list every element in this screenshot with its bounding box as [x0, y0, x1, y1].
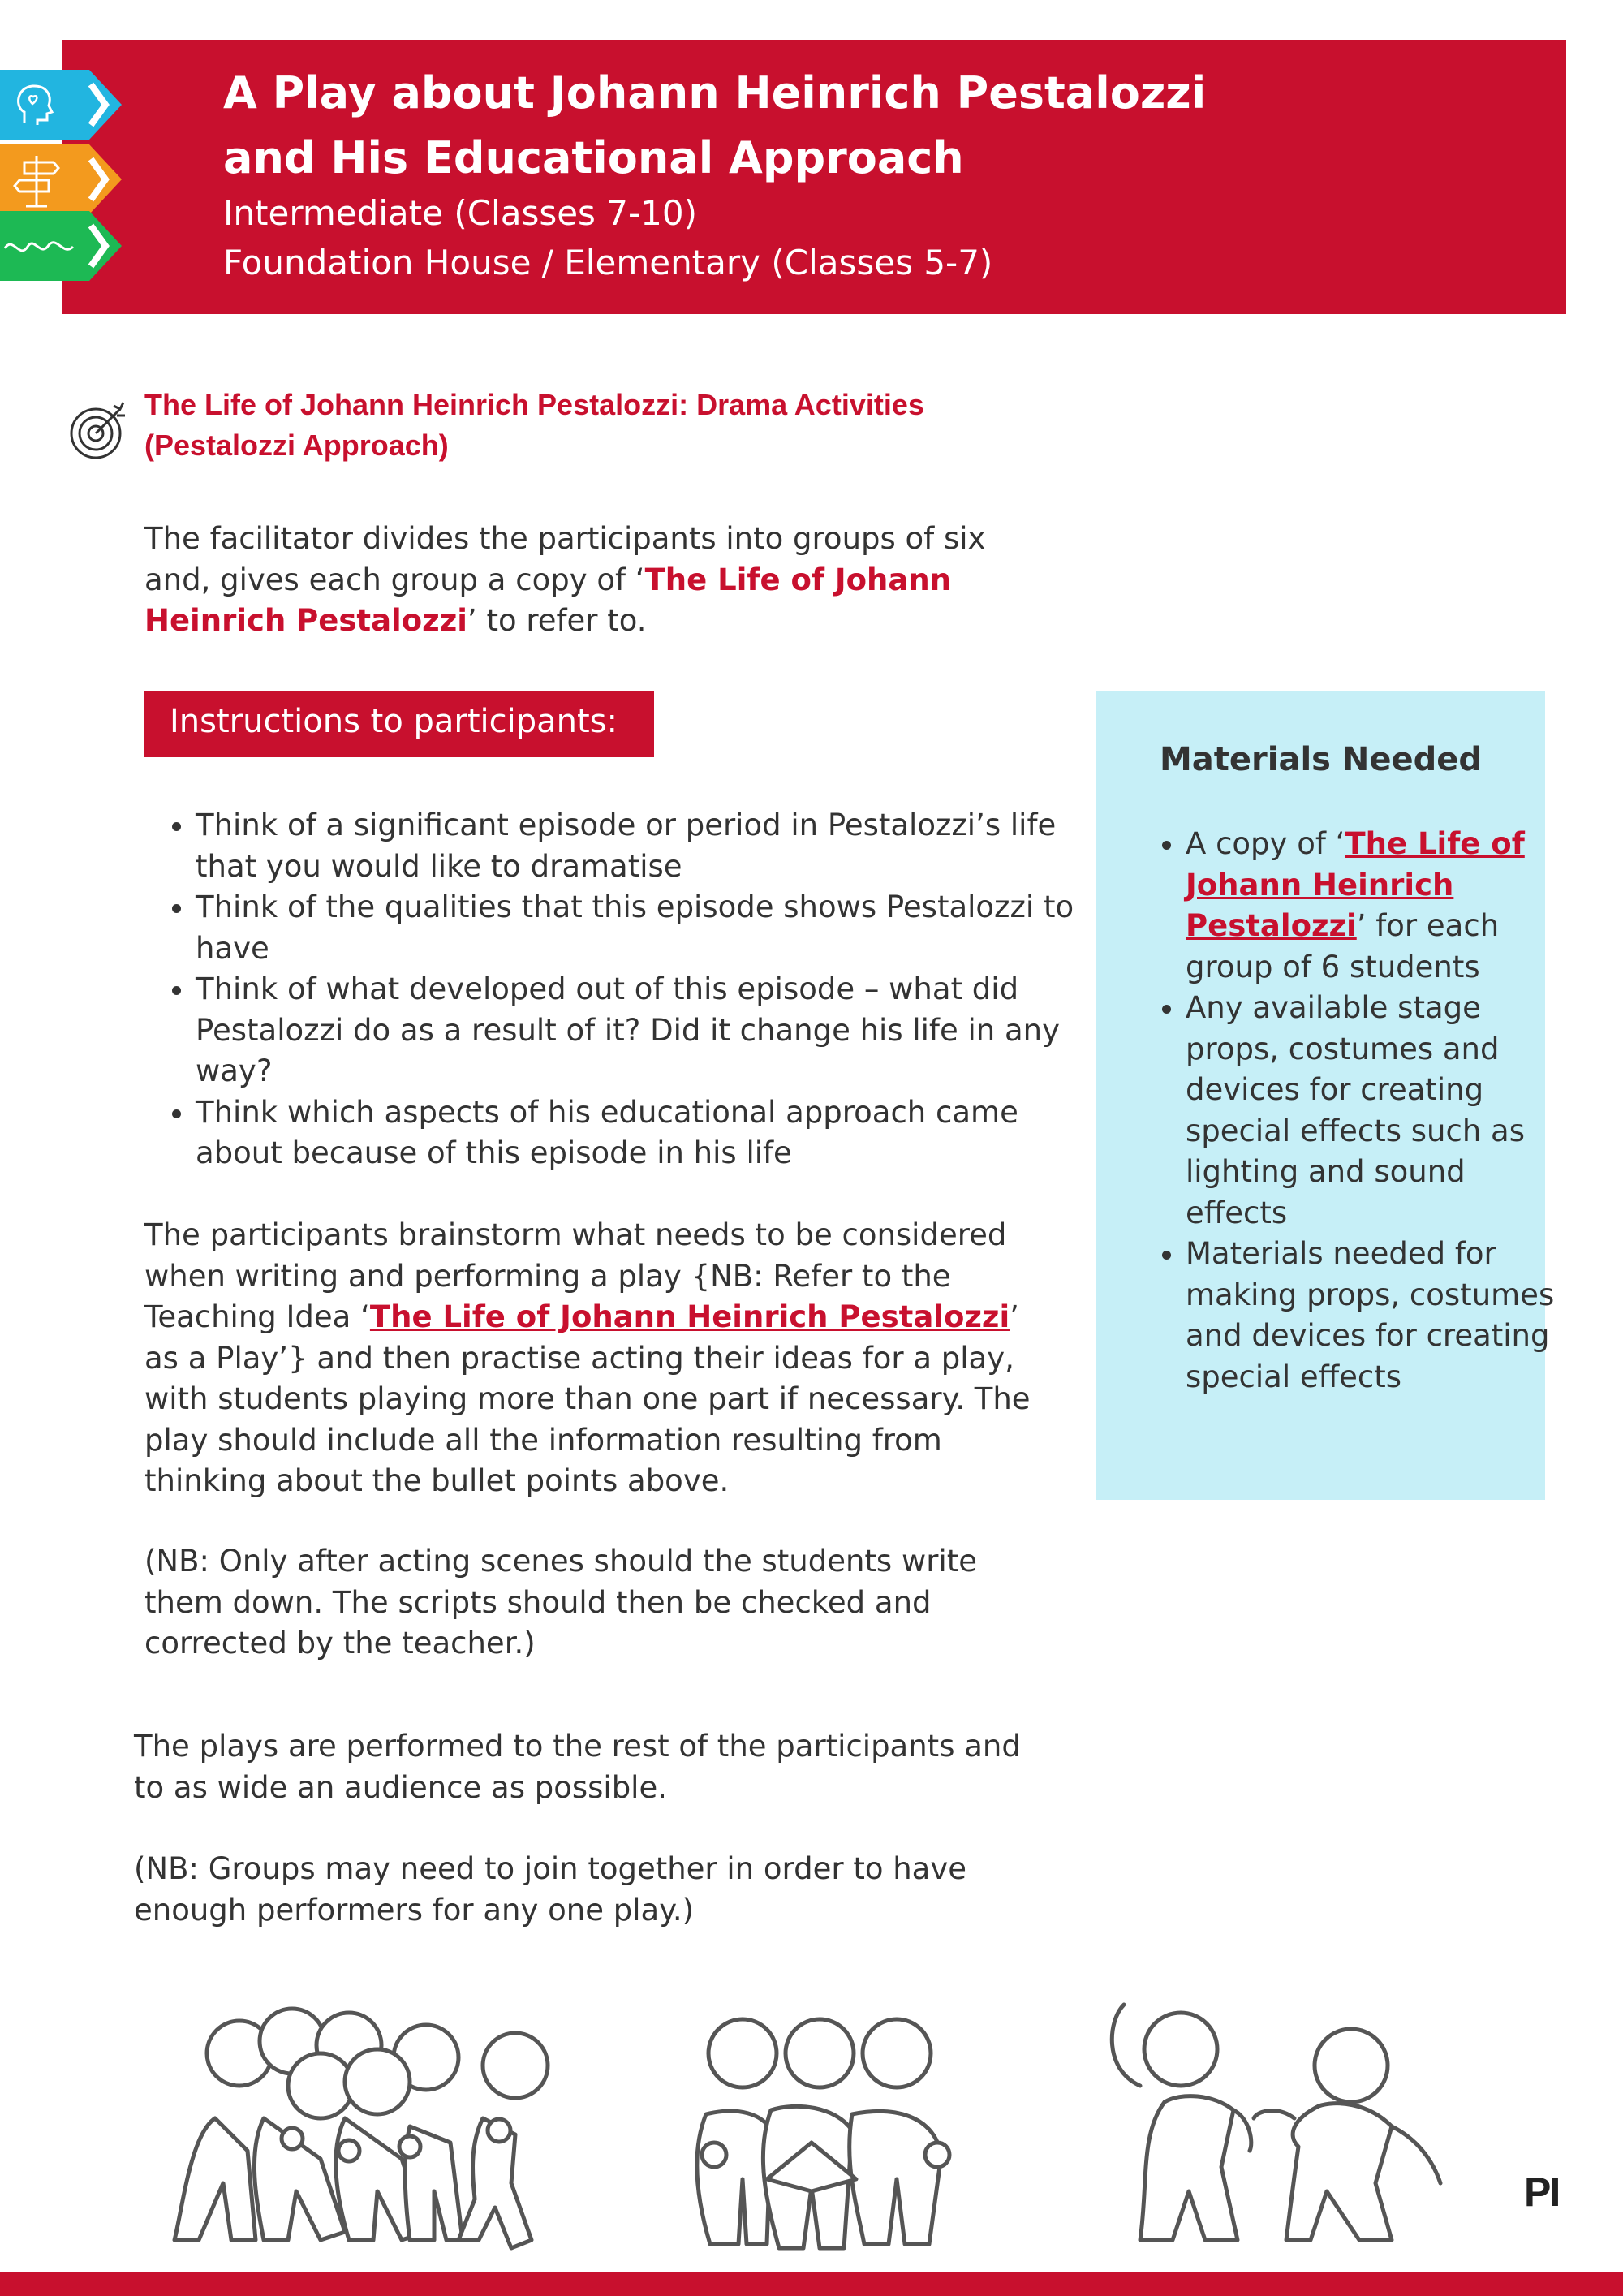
materials-book-link[interactable]: The Life of Johann Heinrich Pestalozzi — [1186, 826, 1525, 943]
intro-paragraph — [144, 519, 1025, 642]
brainstorm-paragraph — [144, 1215, 1037, 1502]
script-note: (NB: Only after acting scenes should the students write them down. The scripts should then be checked and corrected by the teacher.) — [144, 1544, 977, 1661]
target-arrow-icon — [68, 399, 128, 463]
list-item: • Think of a significant episode or period in Pestalozzi’s life that you would like to dramatise — [196, 805, 1083, 887]
dancing-figures-illustration — [1091, 1997, 1473, 2256]
materials-item-text: A copy of ‘ — [1186, 826, 1345, 861]
brainstorm-text-end: ’ as a Play’} and then practise acting their ideas for a play, with students playing more than one part if necessary. The play should include all the information resulting from thinking about the bullet points above. — [144, 1299, 1031, 1498]
footer-bar — [0, 2272, 1623, 2296]
logo-letters: PI — [1524, 2169, 1560, 2215]
intro-book-title: The Life of Johann Heinrich Pestalozzi — [144, 562, 952, 638]
page-title-line-2: and His Educational Approach — [223, 132, 964, 183]
materials-heading: Materials Needed — [1159, 741, 1483, 778]
list-item: • Think of what developed out of this episode – what did Pestalozzi do as a result of it? Did it change his life in any way? — [196, 969, 1083, 1092]
materials-item-text-end: ’ for each group of 6 students — [1186, 908, 1500, 984]
brainstorm-text: The participants brainstorm what needs to be considered when writing and performing a play {NB: Refer to the Teaching Idea ‘ — [144, 1217, 1007, 1334]
list-item: • Think of the qualities that this episode shows Pestalozzi to have — [196, 887, 1083, 969]
header-banner — [62, 40, 1566, 314]
instructions-banner-label: Instructions to participants: — [170, 703, 618, 740]
list-item — [1186, 824, 1575, 988]
group-fighting-illustration — [166, 1997, 596, 2256]
signpost-icon — [0, 144, 122, 214]
instructions-banner — [144, 691, 654, 757]
list-item: • Any available stage props, costumes and devices for creating special effects such as lighting and sound effects — [1186, 988, 1575, 1234]
team-huddle-illustration — [690, 1992, 966, 2256]
materials-list — [1134, 824, 1575, 1398]
activity-title-line-2: (Pestalozzi Approach) — [144, 429, 449, 462]
level-foundation: Foundation House / Elementary (Classes 5-7) — [223, 243, 993, 282]
materials-box — [1096, 691, 1555, 1500]
activity-title-line-1: The Life of Johann Heinrich Pestalozzi: Drama Activities — [144, 388, 924, 421]
intro-text-end: ’ to refer to. — [467, 603, 647, 638]
intro-text: The facilitator divides the participants into groups of six and, gives each group a copy of ‘ — [144, 521, 986, 597]
list-item: • Think which aspects of his educational approach came about because of this episode in his life — [196, 1092, 1083, 1174]
teaching-idea-link[interactable]: The Life of Johann Heinrich Pestalozzi — [369, 1299, 1010, 1334]
level-intermediate: Intermediate (Classes 7-10) — [223, 193, 697, 233]
performance-paragraph: The plays are performed to the rest of the participants and to as wide an audience as possible. — [134, 1729, 1021, 1805]
page-title-line-1: A Play about Johann Heinrich Pestalozzi — [223, 67, 1207, 118]
instructions-list — [144, 805, 1083, 1174]
activity-title — [144, 385, 1118, 466]
groups-note: (NB: Groups may need to join together in order to have enough performers for any one play.) — [134, 1851, 967, 1928]
head-heart-icon — [0, 70, 122, 140]
list-item: • Materials needed for making props, costumes and devices for creating special effects — [1186, 1234, 1575, 1398]
pi-logo — [1524, 2169, 1559, 2216]
wave-icon — [0, 211, 122, 281]
